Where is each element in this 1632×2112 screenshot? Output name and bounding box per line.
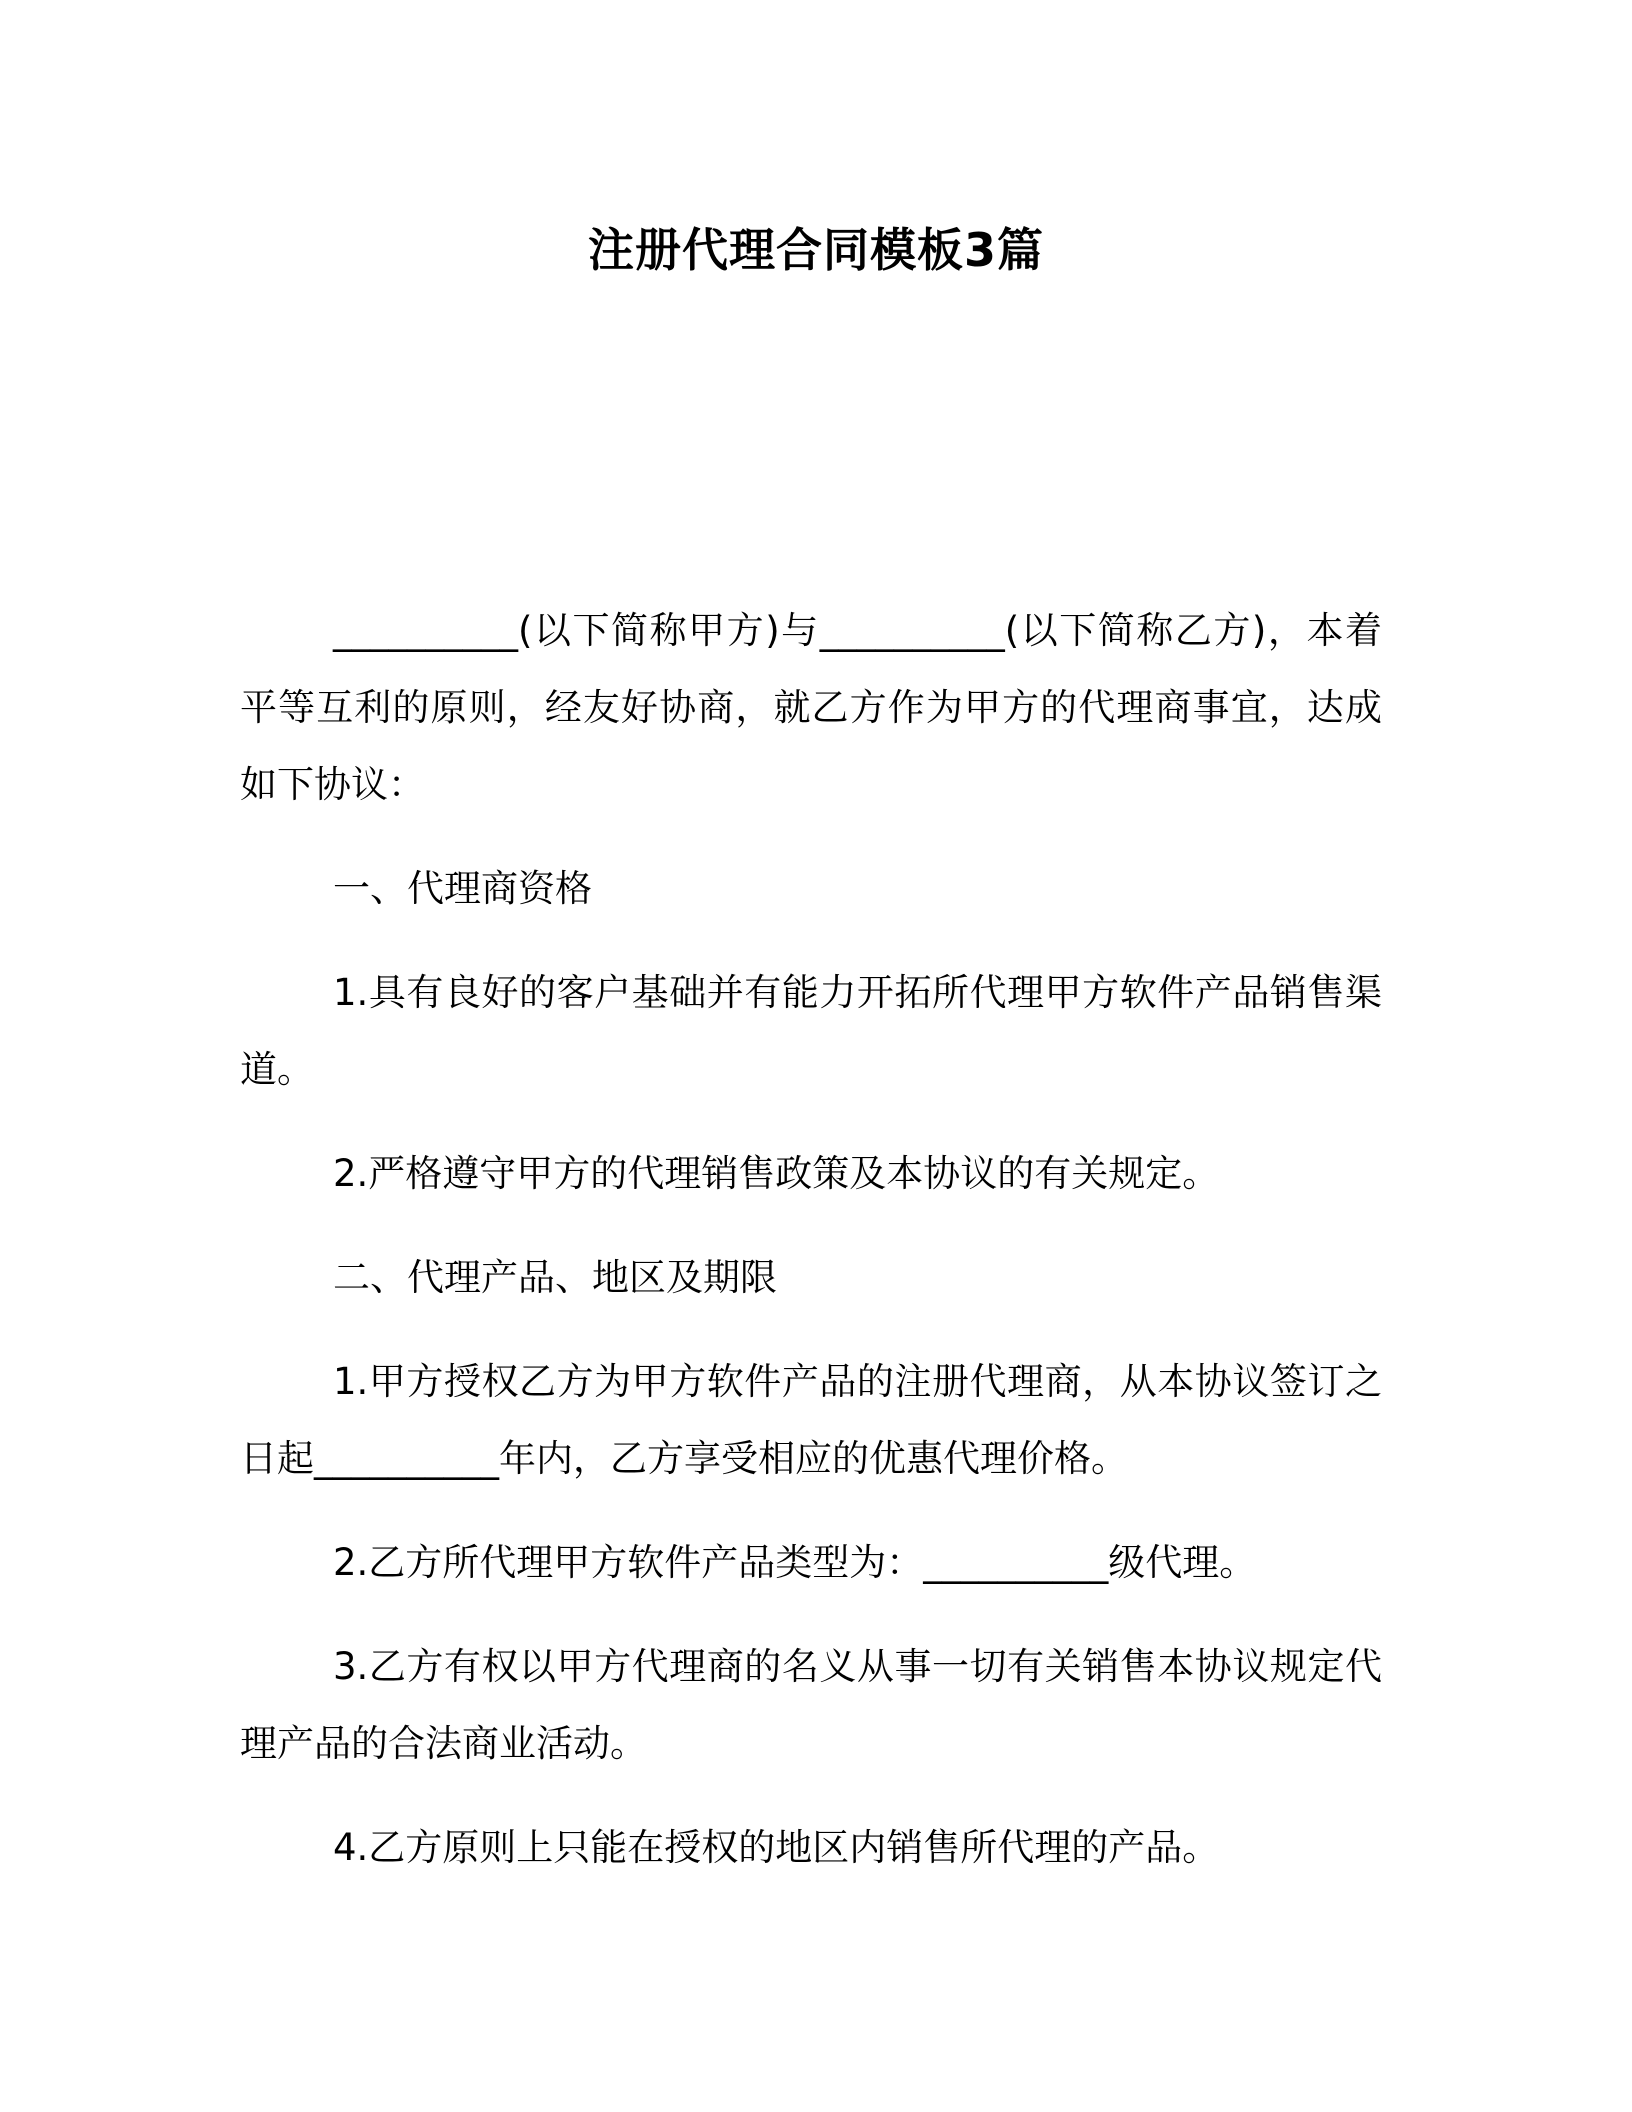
- clause-paragraph: 1.甲方授权乙方为甲方软件产品的注册代理商，从本协议签订之日起__________年内，乙方享受相应的优惠代理价格。: [240, 1360, 1382, 1480]
- clause-paragraph: 2.严格遵守甲方的代理销售政策及本协议的有关规定。: [333, 1152, 1220, 1195]
- clause-paragraph: 1.具有良好的客户基础并有能力开拓所代理甲方软件产品销售渠道。: [240, 971, 1382, 1091]
- clause-paragraph: 3.乙方有权以甲方代理商的名义从事一切有关销售本协议规定代理产品的合法商业活动。: [240, 1645, 1382, 1765]
- section-heading-qualification: 一、代理商资格: [333, 867, 592, 910]
- document-title: 注册代理合同模板3篇: [587, 223, 1044, 277]
- intro-paragraph: __________(以下简称甲方)与__________(以下简称乙方)，本着平等互利的原则，经友好协商，就乙方作为甲方的代理商事宜，达成如下协议：: [240, 609, 1382, 806]
- clause-paragraph: 2.乙方所代理甲方软件产品类型为：__________级代理。: [333, 1541, 1257, 1584]
- clause-paragraph: 4.乙方原则上只能在授权的地区内销售所代理的产品。: [333, 1826, 1220, 1869]
- document-body: [240, 592, 1382, 1913]
- section-heading-products: 二、代理产品、地区及期限: [333, 1256, 777, 1299]
